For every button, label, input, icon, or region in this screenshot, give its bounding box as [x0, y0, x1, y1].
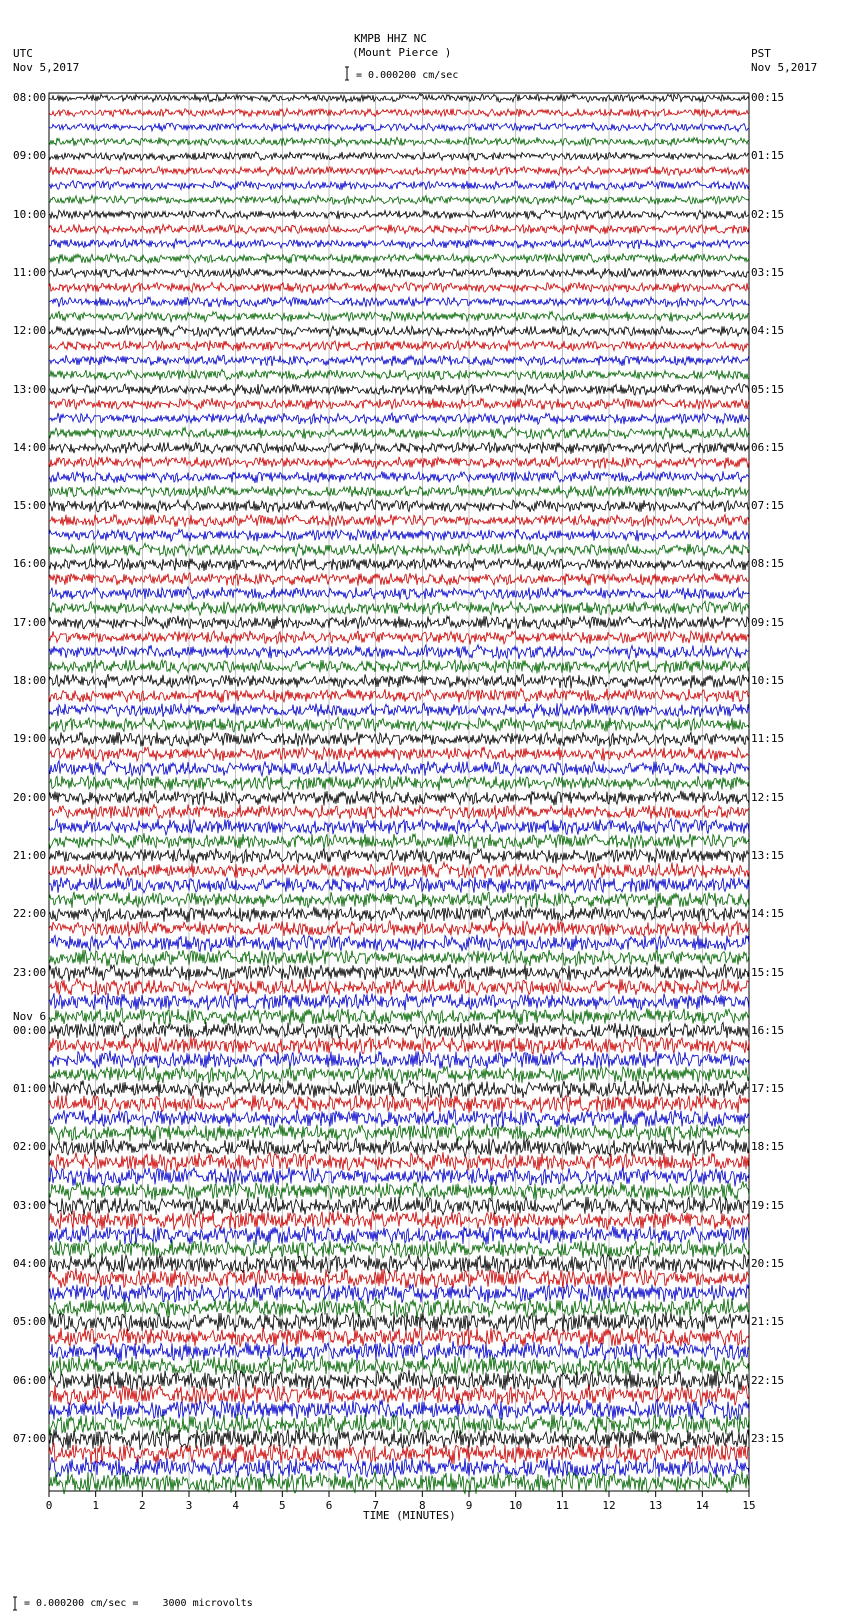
trace-line-2: [49, 123, 749, 132]
trace-line-21: [49, 398, 749, 410]
x-tick-label-10: 10: [509, 1499, 523, 1512]
utc-hour-label: 04:00: [13, 1257, 47, 1270]
trace-line-89: [49, 1385, 749, 1406]
trace-line-14: [49, 297, 749, 307]
left-timezone: UTC: [13, 47, 33, 60]
trace-line-49: [49, 805, 749, 820]
trace-line-6: [49, 181, 749, 190]
trace-line-43: [49, 717, 749, 732]
trace-line-38: [49, 645, 749, 659]
utc-hour-label: 13:00: [13, 382, 47, 396]
trace-line-58: [49, 935, 749, 952]
pst-hour-label: 03:15: [751, 265, 785, 279]
trace-line-86: [49, 1341, 749, 1362]
trace-line-19: [49, 369, 749, 380]
x-tick-label-12: 12: [602, 1499, 616, 1512]
x-tick-label-6: 6: [325, 1499, 333, 1512]
pst-hour-label: 20:15: [751, 1257, 785, 1270]
pst-hour-label: 08:15: [751, 557, 785, 571]
trace-line-73: [49, 1152, 749, 1171]
seismic-traces: [49, 94, 749, 1494]
trace-line-92: [49, 1429, 749, 1450]
trace-line-36: [49, 616, 749, 630]
trace-line-50: [49, 819, 749, 835]
footer-scale-label: = 0.000200 cm/sec = 3000 microvolts: [24, 1598, 253, 1609]
utc-hour-label: 23:00: [13, 965, 47, 979]
trace-line-54: [49, 877, 749, 893]
trace-line-90: [49, 1399, 749, 1420]
trace-line-10: [49, 239, 749, 249]
pst-hour-label: 23:15: [751, 1431, 785, 1445]
x-tick-label-13: 13: [649, 1499, 663, 1512]
x-tick-label-1: 1: [92, 1499, 99, 1512]
x-tick-label-15: 15: [742, 1499, 756, 1512]
trace-line-74: [49, 1167, 749, 1186]
trace-line-0: [49, 94, 749, 102]
trace-line-44: [49, 732, 749, 746]
pst-hour-label: 14:15: [751, 907, 785, 921]
pst-hour-label: 11:15: [751, 732, 785, 746]
trace-line-29: [49, 515, 749, 527]
pst-hour-label: 12:15: [751, 790, 785, 804]
trace-line-69: [49, 1095, 749, 1113]
pst-hour-label: 04:15: [751, 324, 785, 338]
trace-line-40: [49, 674, 749, 688]
x-tick-label-9: 9: [465, 1499, 473, 1512]
trace-line-51: [49, 833, 749, 849]
trace-line-81: [49, 1268, 749, 1288]
utc-hour-label: 02:00: [13, 1140, 47, 1154]
x-axis-label: TIME (MINUTES): [363, 1509, 456, 1522]
trace-line-45: [49, 747, 749, 762]
trace-line-7: [49, 195, 749, 205]
trace-line-71: [49, 1124, 749, 1143]
trace-line-42: [49, 703, 749, 718]
utc-hour-label: 05:00: [13, 1315, 47, 1329]
scale-label: = 0.000200 cm/sec: [356, 70, 459, 81]
trace-line-20: [49, 384, 749, 396]
trace-line-18: [49, 355, 749, 366]
trace-line-31: [49, 543, 749, 556]
trace-line-16: [49, 326, 749, 337]
trace-line-62: [49, 993, 749, 1010]
pst-hour-label: 10:15: [751, 674, 785, 687]
utc-hour-label: 22:00: [13, 907, 47, 921]
x-tick-label-2: 2: [139, 1499, 146, 1512]
pst-hour-label: 22:15: [751, 1373, 785, 1387]
trace-line-64: [49, 1022, 749, 1039]
trace-line-33: [49, 573, 749, 586]
utc-hour-label: 20:00: [13, 790, 47, 804]
pst-hour-label: 00:15: [751, 91, 785, 104]
pst-hour-label: 02:15: [751, 207, 785, 221]
x-tick-label-7: 7: [372, 1499, 379, 1512]
trace-line-52: [49, 848, 749, 864]
trace-line-27: [49, 485, 749, 498]
x-tick-label-5: 5: [279, 1499, 286, 1512]
trace-line-46: [49, 761, 749, 776]
trace-line-3: [49, 137, 749, 146]
trace-line-32: [49, 558, 749, 571]
x-tick-label-11: 11: [555, 1499, 569, 1512]
x-tick-label-14: 14: [695, 1499, 709, 1512]
pst-hour-label: 21:15: [751, 1315, 785, 1329]
right-timezone: PST: [751, 47, 771, 60]
x-tick-label-0: 0: [45, 1499, 53, 1512]
trace-line-4: [49, 152, 749, 161]
utc-hour-label: 11:00: [13, 265, 47, 279]
trace-line-53: [49, 862, 749, 878]
pst-hour-label: 19:15: [751, 1198, 785, 1212]
pst-hour-label: 18:15: [751, 1140, 785, 1154]
trace-line-61: [49, 978, 749, 996]
trace-line-80: [49, 1254, 749, 1275]
trace-line-55: [49, 892, 749, 908]
utc-hour-label: 10:00: [13, 207, 47, 221]
trace-line-13: [49, 282, 749, 293]
utc-hour-label: 00:00: [13, 1023, 47, 1037]
utc-hour-label: 19:00: [13, 732, 47, 746]
trace-line-26: [49, 471, 749, 483]
utc-hour-label: 01:00: [13, 1082, 47, 1096]
trace-line-48: [49, 791, 749, 806]
x-tick-label-4: 4: [232, 1499, 239, 1512]
trace-line-12: [49, 268, 749, 278]
pst-hour-label: 05:15: [751, 382, 785, 396]
trace-line-8: [49, 210, 749, 220]
trace-line-5: [49, 166, 749, 175]
trace-line-60: [49, 964, 749, 982]
trace-line-25: [49, 457, 749, 469]
utc-hour-label: 14:00: [13, 440, 47, 454]
trace-line-47: [49, 776, 749, 791]
utc-hour-label: 17:00: [13, 615, 47, 629]
pst-hour-label: 09:15: [751, 615, 785, 629]
trace-line-76: [49, 1196, 749, 1215]
trace-line-79: [49, 1240, 749, 1259]
pst-hour-label: 17:15: [751, 1082, 785, 1096]
utc-hour-label: 12:00: [13, 324, 47, 338]
trace-line-23: [49, 427, 749, 439]
trace-line-77: [49, 1211, 749, 1231]
trace-line-24: [49, 442, 749, 454]
trace-line-1: [49, 109, 749, 117]
trace-line-28: [49, 500, 749, 513]
utc-hour-label: 18:00: [13, 674, 47, 687]
utc-hour-label: 06:00: [13, 1373, 47, 1387]
trace-line-65: [49, 1036, 749, 1054]
location-title: (Mount Pierce ): [352, 46, 452, 59]
trace-line-11: [49, 253, 749, 263]
trace-line-34: [49, 587, 749, 600]
trace-line-35: [49, 601, 749, 615]
utc-hour-label: 08:00: [13, 91, 47, 104]
trace-line-68: [49, 1080, 749, 1099]
trace-line-30: [49, 529, 749, 542]
x-tick-label-3: 3: [185, 1499, 193, 1512]
pst-hour-label: 13:15: [751, 848, 785, 862]
utc-hour-label: 07:00: [13, 1431, 47, 1445]
trace-line-56: [49, 906, 749, 923]
trace-line-82: [49, 1283, 749, 1303]
trace-line-59: [49, 950, 749, 966]
utc-hour-label: 09:00: [13, 149, 47, 163]
trace-line-41: [49, 688, 749, 702]
trace-line-67: [49, 1066, 749, 1084]
x-tick-label-8: 8: [419, 1499, 426, 1512]
utc-hour-label: 21:00: [13, 848, 47, 862]
pst-hour-label: 06:15: [751, 440, 785, 454]
trace-line-17: [49, 340, 749, 351]
trace-line-85: [49, 1327, 749, 1347]
pst-hour-label: 07:15: [751, 499, 785, 513]
trace-line-78: [49, 1226, 749, 1245]
trace-line-87: [49, 1356, 749, 1377]
trace-line-72: [49, 1138, 749, 1157]
trace-line-15: [49, 311, 749, 322]
utc-hour-label: 03:00: [13, 1198, 47, 1212]
left-date: Nov 5,2017: [13, 61, 80, 74]
trace-line-93: [49, 1444, 749, 1465]
trace-line-57: [49, 921, 749, 938]
trace-line-37: [49, 631, 749, 645]
trace-line-88: [49, 1370, 749, 1392]
utc-hour-label: 15:00: [13, 499, 47, 513]
right-date: Nov 5,2017: [751, 61, 818, 74]
trace-line-22: [49, 413, 749, 425]
trace-line-83: [49, 1297, 749, 1318]
utc-hour-label: 16:00: [13, 557, 47, 571]
pst-hour-label: 16:15: [751, 1023, 785, 1037]
trace-line-9: [49, 224, 749, 234]
station-title: KMPB HHZ NC: [354, 32, 427, 45]
trace-line-70: [49, 1110, 749, 1128]
trace-line-39: [49, 660, 749, 674]
trace-line-66: [49, 1051, 749, 1069]
pst-hour-label: 15:15: [751, 965, 785, 979]
pst-hour-label: 01:15: [751, 149, 785, 163]
date-change-label: Nov 6: [13, 1009, 47, 1023]
